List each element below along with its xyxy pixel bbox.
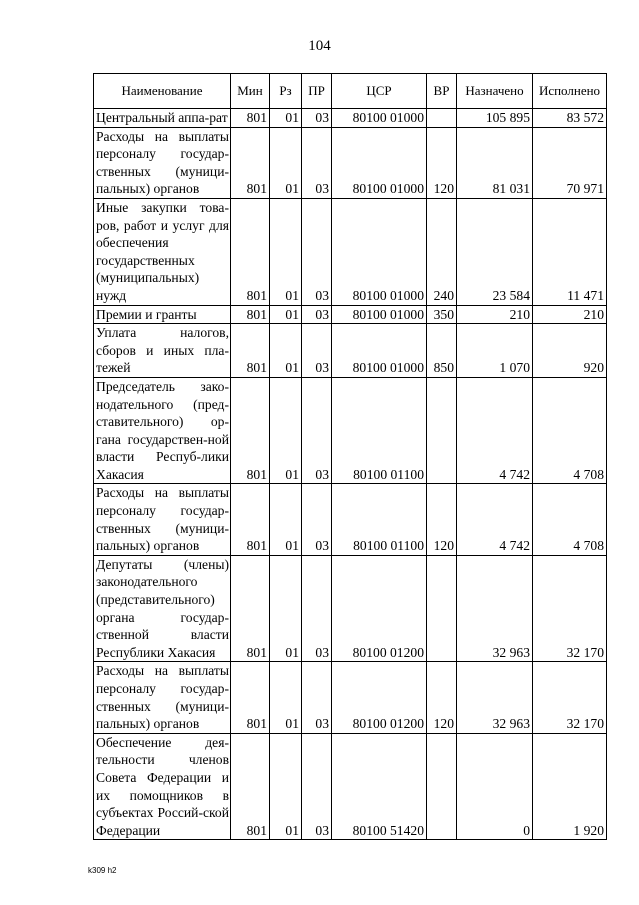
table-header	[94, 74, 607, 109]
table-row	[94, 305, 607, 324]
cell-assigned: 32 963	[457, 555, 533, 662]
cell-csr: 80100 01000	[332, 198, 427, 305]
cell-pr: 03	[302, 127, 332, 198]
cell-vr: 120	[427, 484, 457, 555]
cell-assigned: 81 031	[457, 127, 533, 198]
cell-pr: 03	[302, 109, 332, 128]
header-pr: ПР	[302, 74, 332, 109]
cell-rz: 01	[270, 733, 302, 840]
cell-min: 801	[231, 324, 270, 378]
cell-pr: 03	[302, 198, 332, 305]
cell-vr	[427, 555, 457, 662]
header-assigned: Назначено	[457, 74, 533, 109]
cell-pr: 03	[302, 555, 332, 662]
cell-name: Депутаты (члены) законодательного (представительного) органа государ-ственной власти Республики Хакасия	[94, 555, 231, 662]
table-row	[94, 109, 607, 128]
cell-vr: 120	[427, 127, 457, 198]
document-code: k309 h2	[88, 866, 117, 875]
cell-assigned: 210	[457, 305, 533, 324]
header-executed: Исполнено	[533, 74, 607, 109]
cell-assigned: 105 895	[457, 109, 533, 128]
table-body	[94, 109, 607, 840]
cell-min: 801	[231, 377, 270, 484]
cell-csr: 80100 01100	[332, 377, 427, 484]
table-row	[94, 377, 607, 484]
cell-assigned: 4 742	[457, 484, 533, 555]
cell-name: Председатель зако-нодательного (пред-ставительного) ор-гана государствен-ной власти Респуб-лики Хакасия	[94, 377, 231, 484]
header-vr: ВР	[427, 74, 457, 109]
cell-executed: 1 920	[533, 733, 607, 840]
cell-rz: 01	[270, 198, 302, 305]
cell-executed: 4 708	[533, 484, 607, 555]
cell-name: Расходы на выплаты персоналу государ-ственных (муници-пальных) органов	[94, 127, 231, 198]
cell-pr: 03	[302, 324, 332, 378]
budget-table	[93, 73, 607, 840]
cell-rz: 01	[270, 127, 302, 198]
cell-min: 801	[231, 198, 270, 305]
cell-vr	[427, 377, 457, 484]
cell-min: 801	[231, 109, 270, 128]
cell-executed: 11 471	[533, 198, 607, 305]
cell-vr: 350	[427, 305, 457, 324]
cell-executed: 32 170	[533, 662, 607, 733]
table-row	[94, 324, 607, 378]
header-row	[94, 74, 607, 109]
table-row	[94, 662, 607, 733]
cell-rz: 01	[270, 305, 302, 324]
cell-executed: 70 971	[533, 127, 607, 198]
cell-vr	[427, 109, 457, 128]
cell-executed: 83 572	[533, 109, 607, 128]
cell-csr: 80100 01100	[332, 484, 427, 555]
cell-vr	[427, 733, 457, 840]
cell-executed: 32 170	[533, 555, 607, 662]
cell-min: 801	[231, 484, 270, 555]
cell-rz: 01	[270, 324, 302, 378]
cell-csr: 80100 51420	[332, 733, 427, 840]
cell-csr: 80100 01000	[332, 109, 427, 128]
cell-assigned: 1 070	[457, 324, 533, 378]
cell-csr: 80100 01000	[332, 324, 427, 378]
cell-executed: 920	[533, 324, 607, 378]
table-row	[94, 555, 607, 662]
cell-name: Иные закупки това-ров, работ и услуг для обеспечения государственных (муниципальных) нужд	[94, 198, 231, 305]
cell-name: Уплата налогов, сборов и иных пла-тежей	[94, 324, 231, 378]
cell-min: 801	[231, 127, 270, 198]
cell-executed: 210	[533, 305, 607, 324]
cell-vr: 240	[427, 198, 457, 305]
cell-rz: 01	[270, 484, 302, 555]
cell-assigned: 4 742	[457, 377, 533, 484]
header-min: Мин	[231, 74, 270, 109]
page-number: 104	[308, 38, 331, 54]
header-rz: Рз	[270, 74, 302, 109]
cell-name: Расходы на выплаты персоналу государ-ственных (муници-пальных) органов	[94, 484, 231, 555]
cell-csr: 80100 01000	[332, 305, 427, 324]
cell-name: Центральный аппа-рат	[94, 109, 231, 128]
cell-name: Расходы на выплаты персоналу государ-ственных (муници-пальных) органов	[94, 662, 231, 733]
cell-csr: 80100 01200	[332, 662, 427, 733]
cell-vr: 120	[427, 662, 457, 733]
header-name: Наименование	[94, 74, 231, 109]
cell-min: 801	[231, 555, 270, 662]
cell-pr: 03	[302, 733, 332, 840]
cell-min: 801	[231, 305, 270, 324]
cell-assigned: 0	[457, 733, 533, 840]
cell-rz: 01	[270, 555, 302, 662]
cell-csr: 80100 01200	[332, 555, 427, 662]
table-row	[94, 198, 607, 305]
cell-assigned: 23 584	[457, 198, 533, 305]
cell-pr: 03	[302, 377, 332, 484]
cell-name: Обеспечение дея-тельности членов Совета Федерации и их помощников в субъектах Россий-ской Федерации	[94, 733, 231, 840]
cell-executed: 4 708	[533, 377, 607, 484]
header-csr: ЦСР	[332, 74, 427, 109]
cell-pr: 03	[302, 484, 332, 555]
cell-rz: 01	[270, 109, 302, 128]
cell-vr: 850	[427, 324, 457, 378]
table-row	[94, 484, 607, 555]
cell-assigned: 32 963	[457, 662, 533, 733]
cell-pr: 03	[302, 662, 332, 733]
cell-min: 801	[231, 733, 270, 840]
table-row	[94, 127, 607, 198]
cell-min: 801	[231, 662, 270, 733]
table-row	[94, 733, 607, 840]
cell-pr: 03	[302, 305, 332, 324]
cell-rz: 01	[270, 377, 302, 484]
cell-name: Премии и гранты	[94, 305, 231, 324]
cell-csr: 80100 01000	[332, 127, 427, 198]
cell-rz: 01	[270, 662, 302, 733]
